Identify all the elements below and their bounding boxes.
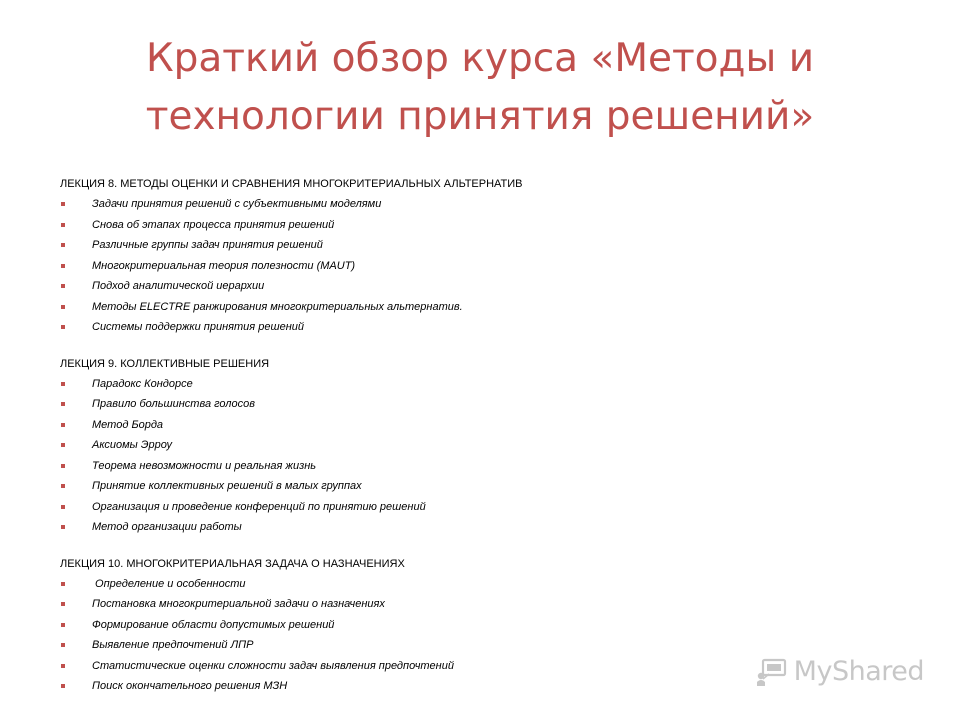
watermark-text: MyShared (793, 656, 924, 687)
square-bullet-icon (61, 305, 65, 309)
item-text: Аксиомы Эрроу (92, 439, 172, 451)
list-item (60, 415, 780, 436)
square-bullet-icon (61, 464, 65, 468)
list-item (60, 656, 780, 677)
section-heading: ЛЕКЦИЯ 10. МНОГОКРИТЕРИАЛЬНАЯ ЗАДАЧА О НАЗНАЧЕНИЯХ (60, 557, 405, 570)
square-bullet-icon (61, 643, 65, 647)
square-bullet-icon (61, 582, 65, 586)
list-item (60, 297, 780, 318)
item-text: Многокритериальная теория полезности (MAUT) (92, 259, 356, 272)
item-text: Правило большинства голосов (92, 398, 255, 410)
list-item (60, 194, 780, 215)
list-item (60, 676, 780, 697)
section-heading: ЛЕКЦИЯ 9. КОЛЛЕКТИВНЫЕ РЕШЕНИЯ (60, 357, 270, 370)
square-bullet-icon (61, 202, 65, 206)
square-bullet-icon (61, 505, 65, 509)
list-item (60, 215, 780, 236)
list-item (60, 476, 780, 497)
item-text: Организация и проведение конференций по принятию решений (92, 500, 426, 513)
item-list (60, 374, 780, 538)
slide-title: Краткий обзор курса «Методы и технологии принятия решений» (145, 36, 815, 139)
square-bullet-icon (61, 402, 65, 406)
list-item (60, 435, 780, 456)
item-list (60, 574, 780, 697)
presentation-board-icon (756, 657, 788, 687)
item-text: Метод Борда (92, 418, 164, 431)
item-text: Формирование области допустимых решений (92, 618, 335, 631)
list-item (60, 497, 780, 518)
list-item (60, 374, 780, 395)
square-bullet-icon (61, 423, 65, 427)
item-text: Различные группы задач принятия решений (92, 239, 323, 251)
square-bullet-icon (61, 684, 65, 688)
square-bullet-icon (61, 284, 65, 288)
item-text: Выявление предпочтений ЛПР (92, 639, 254, 651)
list-item (60, 317, 780, 338)
square-bullet-icon (61, 325, 65, 329)
square-bullet-icon (61, 443, 65, 447)
square-bullet-icon (61, 525, 65, 529)
item-text: Подход аналитической иерархии (92, 280, 265, 292)
item-text: Системы поддержки принятия решений (92, 321, 304, 333)
item-text: Статистические оценки сложности задач выявления предпочтений (92, 659, 454, 672)
square-bullet-icon (61, 664, 65, 668)
item-text: Задачи принятия решений с субъективными моделями (92, 198, 382, 210)
square-bullet-icon (61, 382, 65, 386)
list-item (60, 517, 780, 538)
square-bullet-icon (61, 602, 65, 606)
item-text: Постановка многокритериальной задачи о назначениях (92, 598, 385, 610)
square-bullet-icon (61, 223, 65, 227)
list-item (60, 235, 780, 256)
list-item (60, 635, 780, 656)
item-list (60, 194, 780, 338)
list-item (60, 394, 780, 415)
list-item (60, 456, 780, 477)
section-lecture-9 (60, 354, 780, 538)
section-lecture-8 (60, 174, 780, 338)
section-heading: ЛЕКЦИЯ 8. МЕТОДЫ ОЦЕНКИ И СРАВНЕНИЯ МНОГОКРИТЕРИАЛЬНЫХ АЛЬТЕРНАТИВ (60, 178, 523, 190)
myshared-watermark (756, 656, 924, 687)
item-text: Методы ELECTRE ранжирования многокритериальных альтернатив. (92, 300, 463, 313)
item-text: Принятие коллективных решений в малых группах (92, 480, 362, 492)
square-bullet-icon (61, 623, 65, 627)
list-item (60, 574, 780, 595)
square-bullet-icon (61, 484, 65, 488)
item-text: Метод организации работы (92, 521, 242, 533)
item-text: Определение и особенности (92, 577, 246, 590)
item-text: Снова об этапах процесса принятия решений (92, 218, 335, 231)
item-text: Парадокс Кондорсе (92, 377, 193, 390)
list-item (60, 256, 780, 277)
item-text: Поиск окончательного решения МЗН (92, 680, 288, 692)
item-text: Теорема невозможности и реальная жизнь (92, 459, 317, 472)
list-item (60, 615, 780, 636)
square-bullet-icon (61, 264, 65, 268)
list-item (60, 276, 780, 297)
lecture-list (60, 174, 780, 713)
square-bullet-icon (61, 243, 65, 247)
section-lecture-10 (60, 554, 780, 697)
list-item (60, 594, 780, 615)
